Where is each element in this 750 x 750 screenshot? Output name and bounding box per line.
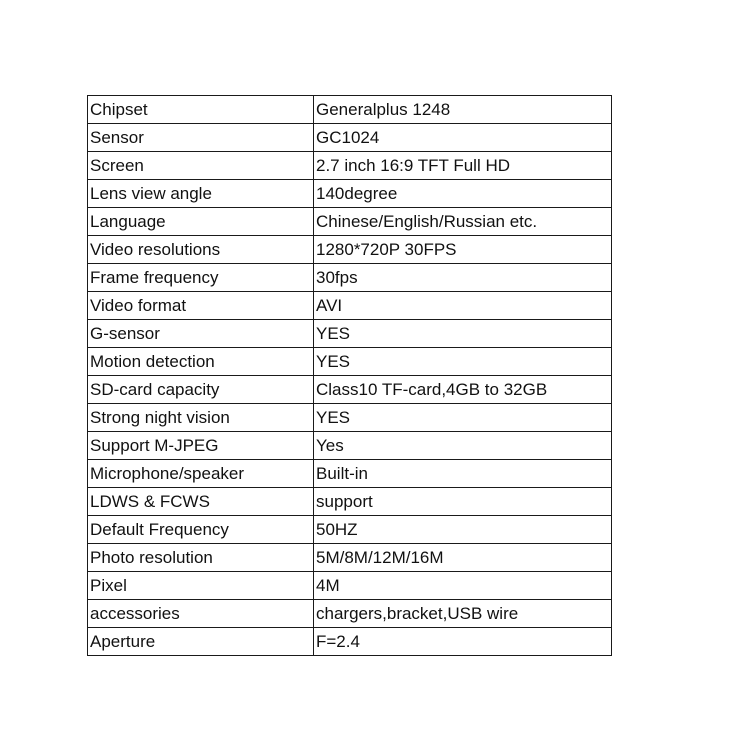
spec-label: Aperture [88,628,314,656]
spec-value: GC1024 [314,124,612,152]
table-row [88,376,612,404]
spec-label: Frame frequency [88,264,314,292]
table-row [88,460,612,488]
spec-label: Screen [88,152,314,180]
table-row [88,404,612,432]
spec-label: Default Frequency [88,516,314,544]
spec-label: Video resolutions [88,236,314,264]
spec-value: support [314,488,612,516]
table-row [88,180,612,208]
spec-label: Pixel [88,572,314,600]
spec-value: Generalplus 1248 [314,96,612,124]
spec-label: Strong night vision [88,404,314,432]
spec-value: 30fps [314,264,612,292]
spec-label: accessories [88,600,314,628]
spec-table [87,95,612,656]
table-row [88,292,612,320]
spec-value: 2.7 inch 16:9 TFT Full HD [314,152,612,180]
table-row [88,600,612,628]
table-row [88,236,612,264]
spec-value: chargers,bracket,USB wire [314,600,612,628]
table-row [88,572,612,600]
table-row [88,320,612,348]
table-row [88,264,612,292]
spec-value: Chinese/English/Russian etc. [314,208,612,236]
table-row [88,124,612,152]
table-row [88,432,612,460]
spec-value: Built-in [314,460,612,488]
spec-label: Chipset [88,96,314,124]
spec-label: Language [88,208,314,236]
spec-value: 5M/8M/12M/16M [314,544,612,572]
table-row [88,208,612,236]
spec-label: G-sensor [88,320,314,348]
spec-value: YES [314,404,612,432]
spec-label: Microphone/speaker [88,460,314,488]
spec-value: YES [314,320,612,348]
spec-table-body [88,96,612,656]
spec-value: 140degree [314,180,612,208]
table-row [88,348,612,376]
spec-value: Yes [314,432,612,460]
table-row [88,96,612,124]
spec-value: 50HZ [314,516,612,544]
table-row [88,516,612,544]
spec-value: AVI [314,292,612,320]
table-row [88,544,612,572]
spec-value: F=2.4 [314,628,612,656]
table-row [88,152,612,180]
spec-label: LDWS & FCWS [88,488,314,516]
spec-label: Sensor [88,124,314,152]
spec-label: Video format [88,292,314,320]
spec-value: 4M [314,572,612,600]
spec-label: Lens view angle [88,180,314,208]
table-row [88,488,612,516]
spec-value: YES [314,348,612,376]
spec-value: 1280*720P 30FPS [314,236,612,264]
spec-label: Support M-JPEG [88,432,314,460]
spec-label: SD-card capacity [88,376,314,404]
spec-label: Photo resolution [88,544,314,572]
spec-label: Motion detection [88,348,314,376]
table-row [88,628,612,656]
spec-value: Class10 TF-card,4GB to 32GB [314,376,612,404]
